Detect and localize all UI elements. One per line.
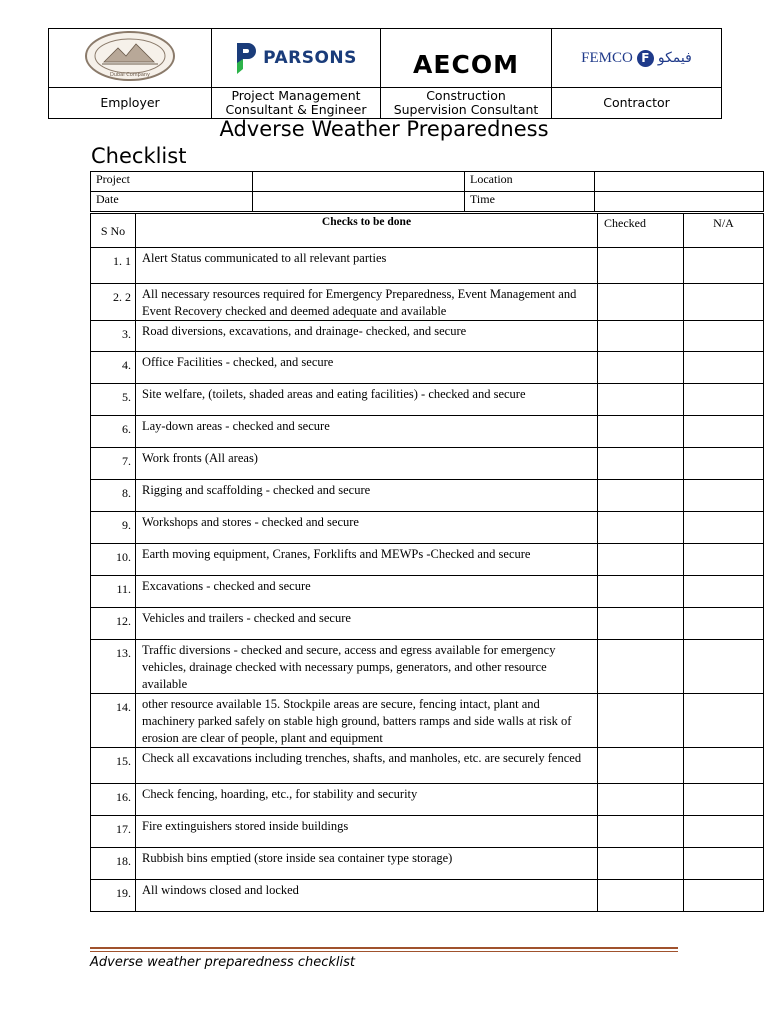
femco-arabic-wordmark: فيمكو bbox=[657, 50, 692, 66]
checklist-row-number: 13. bbox=[91, 640, 136, 694]
na-cell[interactable] bbox=[684, 848, 764, 880]
checklist-row-number: 7. bbox=[91, 448, 136, 480]
employer-seal-logo bbox=[84, 30, 176, 82]
checklist-row-text: All windows closed and locked bbox=[136, 880, 598, 912]
checklist-row-text: Lay-down areas - checked and secure bbox=[136, 416, 598, 448]
checklist-table bbox=[90, 213, 764, 912]
checklist-row-number: 11. bbox=[91, 576, 136, 608]
checklist-row bbox=[91, 848, 764, 880]
na-cell[interactable] bbox=[684, 480, 764, 512]
checked-cell[interactable] bbox=[598, 384, 684, 416]
checklist-row-text: other resource available 15. Stockpile areas are secure, fencing intact, plant and machinery parked safely on stable high ground, batters ramps and side walls at risk of erosion are clear of people, plant and equipment bbox=[136, 694, 598, 748]
checklist-row-number: 5. bbox=[91, 384, 136, 416]
checked-cell[interactable] bbox=[598, 576, 684, 608]
na-cell[interactable] bbox=[684, 694, 764, 748]
checklist-row-number: 18. bbox=[91, 848, 136, 880]
checklist-row bbox=[91, 748, 764, 784]
page-title-continued: Checklist bbox=[91, 144, 187, 168]
checklist-row bbox=[91, 640, 764, 694]
na-cell[interactable] bbox=[684, 416, 764, 448]
checklist-row-text: Vehicles and trailers - checked and secure bbox=[136, 608, 598, 640]
employer-logo-cell bbox=[49, 29, 212, 88]
checklist-row-number: 19. bbox=[91, 880, 136, 912]
project-label: Project bbox=[91, 172, 253, 192]
checklist-row-text: Fire extinguishers stored inside buildings bbox=[136, 816, 598, 848]
checklist-row-number: 6. bbox=[91, 416, 136, 448]
na-cell[interactable] bbox=[684, 248, 764, 284]
checklist-row bbox=[91, 480, 764, 512]
svg-text:Dubai Company: Dubai Company bbox=[109, 71, 151, 78]
na-cell[interactable] bbox=[684, 640, 764, 694]
checklist-row-text: Check all excavations including trenches, shafts, and manholes, etc. are securely fenced bbox=[136, 748, 598, 784]
femco-f-icon: F bbox=[637, 50, 654, 67]
footer-text: Adverse weather preparedness checklist bbox=[90, 955, 355, 970]
col-header-na: N/A bbox=[684, 214, 764, 248]
checked-cell[interactable] bbox=[598, 512, 684, 544]
location-label: Location bbox=[465, 172, 595, 192]
checklist-row-number: 4. bbox=[91, 352, 136, 384]
na-cell[interactable] bbox=[684, 544, 764, 576]
checked-cell[interactable] bbox=[598, 321, 684, 352]
checked-cell[interactable] bbox=[598, 480, 684, 512]
na-cell[interactable] bbox=[684, 321, 764, 352]
parsons-wordmark: PARSONS bbox=[263, 48, 357, 68]
femco-wordmark: FEMCO bbox=[581, 49, 633, 66]
na-cell[interactable] bbox=[684, 284, 764, 321]
na-cell[interactable] bbox=[684, 352, 764, 384]
na-cell[interactable] bbox=[684, 784, 764, 816]
checklist-row bbox=[91, 576, 764, 608]
checklist-row bbox=[91, 512, 764, 544]
checked-cell[interactable] bbox=[598, 694, 684, 748]
checked-cell[interactable] bbox=[598, 248, 684, 284]
checklist-row bbox=[91, 694, 764, 748]
checklist-row-number: 17. bbox=[91, 816, 136, 848]
checklist-row-text: Road diversions, excavations, and drainage- checked, and secure bbox=[136, 321, 598, 352]
checked-cell[interactable] bbox=[598, 640, 684, 694]
checklist-row bbox=[91, 416, 764, 448]
checklist-row-text: Work fronts (All areas) bbox=[136, 448, 598, 480]
date-label: Date bbox=[91, 192, 253, 212]
aecom-wordmark: AECOM bbox=[413, 49, 519, 79]
employer-label: Employer bbox=[49, 88, 212, 119]
page-title: Adverse Weather Preparedness bbox=[219, 117, 549, 141]
checklist-row bbox=[91, 352, 764, 384]
na-cell[interactable] bbox=[684, 816, 764, 848]
checklist-row-text: Earth moving equipment, Cranes, Forklifts and MEWPs -Checked and secure bbox=[136, 544, 598, 576]
checklist-row-text: Rubbish bins emptied (store inside sea container type storage) bbox=[136, 848, 598, 880]
na-cell[interactable] bbox=[684, 880, 764, 912]
checklist-row-number: 12. bbox=[91, 608, 136, 640]
checklist-row bbox=[91, 608, 764, 640]
date-field[interactable] bbox=[253, 192, 465, 212]
project-info-table bbox=[90, 171, 764, 212]
checked-cell[interactable] bbox=[598, 608, 684, 640]
checklist-row bbox=[91, 248, 764, 284]
checklist-row-text: Check fencing, hoarding, etc., for stability and security bbox=[136, 784, 598, 816]
checklist-row-number: 8. bbox=[91, 480, 136, 512]
contractor-label: Contractor bbox=[552, 88, 722, 119]
checklist-row bbox=[91, 784, 764, 816]
checked-cell[interactable] bbox=[598, 352, 684, 384]
na-cell[interactable] bbox=[684, 608, 764, 640]
col-header-checked: Checked bbox=[598, 214, 684, 248]
project-field[interactable] bbox=[253, 172, 465, 192]
checklist-row bbox=[91, 880, 764, 912]
checklist-row bbox=[91, 284, 764, 321]
checklist-row-text: All necessary resources required for Emergency Preparedness, Event Management and Event Recovery checked and deemed adequate and available bbox=[136, 284, 598, 321]
na-cell[interactable] bbox=[684, 448, 764, 480]
footer-divider-thin bbox=[90, 951, 678, 952]
checklist-row-number: 1. 1 bbox=[91, 248, 136, 284]
parsons-p-icon bbox=[235, 41, 257, 75]
checklist-row-text: Workshops and stores - checked and secure bbox=[136, 512, 598, 544]
location-field[interactable] bbox=[595, 172, 764, 192]
checklist-row bbox=[91, 544, 764, 576]
checked-cell[interactable] bbox=[598, 448, 684, 480]
checklist-row-number: 14. bbox=[91, 694, 136, 748]
aecom-logo-cell bbox=[381, 29, 552, 88]
checked-cell[interactable] bbox=[598, 284, 684, 321]
na-cell[interactable] bbox=[684, 384, 764, 416]
checked-cell[interactable] bbox=[598, 848, 684, 880]
checklist-row-number: 15. bbox=[91, 748, 136, 784]
parsons-logo-cell bbox=[212, 29, 381, 88]
checklist-row bbox=[91, 816, 764, 848]
checklist-row-number: 3. bbox=[91, 321, 136, 352]
checked-cell[interactable] bbox=[598, 748, 684, 784]
checklist-row-text: Rigging and scaffolding - checked and secure bbox=[136, 480, 598, 512]
checklist-row-text: Traffic diversions - checked and secure, access and egress available for emergency vehicles, drainage checked with necessary pumps, generators, and other resource available bbox=[136, 640, 598, 694]
femco-logo-cell bbox=[552, 29, 722, 88]
checked-cell[interactable] bbox=[598, 416, 684, 448]
checked-cell[interactable] bbox=[598, 784, 684, 816]
checklist-row-text: Excavations - checked and secure bbox=[136, 576, 598, 608]
checklist-row-number: 16. bbox=[91, 784, 136, 816]
na-cell[interactable] bbox=[684, 576, 764, 608]
col-header-sno: S No bbox=[91, 214, 136, 248]
checklist-row-text: Office Facilities - checked, and secure bbox=[136, 352, 598, 384]
checked-cell[interactable] bbox=[598, 544, 684, 576]
pm-consultant-label: Project Management Consultant & Engineer bbox=[212, 88, 381, 119]
time-label: Time bbox=[465, 192, 595, 212]
header-logo-table bbox=[48, 28, 722, 119]
time-field[interactable] bbox=[595, 192, 764, 212]
checklist-row-number: 10. bbox=[91, 544, 136, 576]
checklist-row bbox=[91, 384, 764, 416]
checklist-row-text: Alert Status communicated to all relevant parties bbox=[136, 248, 598, 284]
na-cell[interactable] bbox=[684, 512, 764, 544]
checked-cell[interactable] bbox=[598, 816, 684, 848]
checklist-row-text: Site welfare, (toilets, shaded areas and eating facilities) - checked and secure bbox=[136, 384, 598, 416]
checklist-row bbox=[91, 321, 764, 352]
supervision-consultant-label: Construction Supervision Consultant bbox=[381, 88, 552, 119]
checklist-row-number: 9. bbox=[91, 512, 136, 544]
checked-cell[interactable] bbox=[598, 880, 684, 912]
footer-divider bbox=[90, 947, 678, 949]
checklist-row-number: 2. 2 bbox=[91, 284, 136, 321]
checklist-row bbox=[91, 448, 764, 480]
col-header-checks: Checks to be done bbox=[136, 214, 598, 248]
na-cell[interactable] bbox=[684, 748, 764, 784]
